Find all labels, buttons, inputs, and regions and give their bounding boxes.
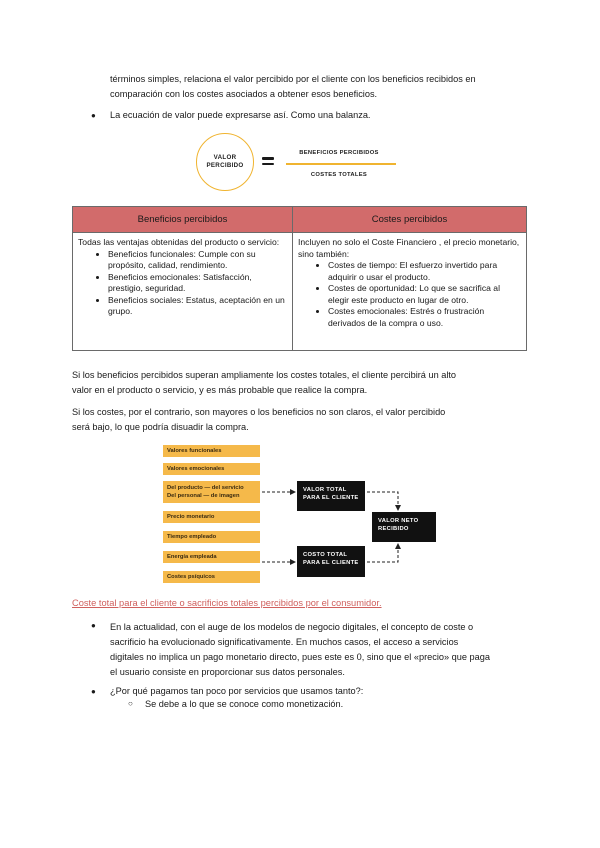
list-item: • Costes de oportunidad: Lo que se sacrifica al elegir este producto en lugar de otro. [328,283,522,306]
benefit-box: Valores funcionales [163,445,260,457]
digital-line-4: el usuario consiste en proporcionar sus datos personales. [110,667,345,677]
bullet-icon: ● [91,687,96,696]
list-item: • Beneficios emocionales: Satisfacción, prestigio, seguridad. [108,272,288,295]
total-value-line-2: PARA EL CLIENTE [303,495,359,501]
list-item: • Beneficios funcionales: Cumple con su propósito, calidad, rendimiento. [108,249,288,272]
low-value-line-2: será bajo, lo que podría disuadir la compra. [72,422,249,432]
low-value-line-1: Si los costes, por el contrario, son mayores o los beneficios no son claros, el valor percibido [72,407,446,417]
high-value-line-2: valor en el producto o servicio, y es más probable que realice la compra. [72,385,368,395]
arrow-cost-to-net [367,544,398,562]
total-cost-line-2: PARA EL CLIENTE [303,560,359,566]
intro-line-2: comparación con los costes asociados a obtener esos beneficios. [110,89,378,99]
digital-line-2: sacrificio ha evolucionado significativamente. En muchos casos, el acceso a servicios [110,637,459,647]
cost-box: Tiempo empleado [163,531,260,543]
total-cost-link[interactable]: Coste total para el cliente o sacrificios totales percibidos por el consumidor. [72,598,382,608]
digital-line-1: En la actualidad, con el auge de los modelos de negocio digitales, el concepto de coste o [110,622,474,632]
digital-paragraph [110,620,530,680]
equation-bullet-text: La ecuación de valor puede expresarse así. Como una balanza. [110,110,371,120]
intro-line-1: términos simples, relaciona el valor percibido por el cliente con los beneficios recibidos en [110,74,476,84]
cost-box: Precio monetario [163,511,260,523]
fraction-denominator: COSTES TOTALES [310,172,368,178]
cost-box: Costes psíquicos [163,571,260,583]
list-item: • Beneficios sociales: Estatus, aceptación en un grupo. [108,295,288,318]
benefits-intro: Todas las ventajas obtenidas del producto o servicio: [78,237,280,247]
net-value-line-1: VALOR NETO [378,518,419,524]
benefit-box: Valores emocionales [163,463,260,475]
image-value-line-1: Del producto — del servicio [167,485,244,491]
digital-line-3: digitales no implica un pago monetario directo, pues este es 0, sino que el «precio» que paga [110,652,490,662]
answer-text: Se debe a lo que se conoce como monetización. [145,699,344,709]
total-cost-line-1: COSTO TOTAL [303,552,348,558]
bullet-icon: ● [91,111,96,120]
image-value-line-2: Del personal — de imagen [167,493,240,499]
circle-line-1: VALOR [213,154,237,161]
high-value-line-1: Si los beneficios percibidos superan ampliamente los costes totales, el cliente percibirá un alto [72,370,457,380]
total-value-line-1: VALOR TOTAL [303,487,347,493]
list-item: • Costes emocionales: Estrés o frustración derivados de la compra o uso. [328,306,522,329]
list-item: • Costes de tiempo: El esfuerzo invertido para adquirir o usar el producto. [328,260,522,283]
hollow-bullet-icon: ○ [128,699,133,708]
cost-box: Energía empleada [163,551,260,563]
arrow-value-to-net [367,492,398,510]
header-costs: Costes percibidos [293,207,527,233]
net-value-line-2: RECIBIDO [378,526,409,532]
header-benefits: Beneficios percibidos [73,207,293,233]
costs-intro: Incluyen no solo el Coste Financiero , el precio monetario, sino también: [298,237,520,259]
circle-line-2: PERCIBIDO [206,162,244,169]
question-text: ¿Por qué pagamos tan poco por servicios que usamos tanto?: [110,686,364,696]
fraction-numerator: BENEFICIOS PERCIBIDOS [299,150,379,156]
bullet-icon: ● [91,621,96,630]
